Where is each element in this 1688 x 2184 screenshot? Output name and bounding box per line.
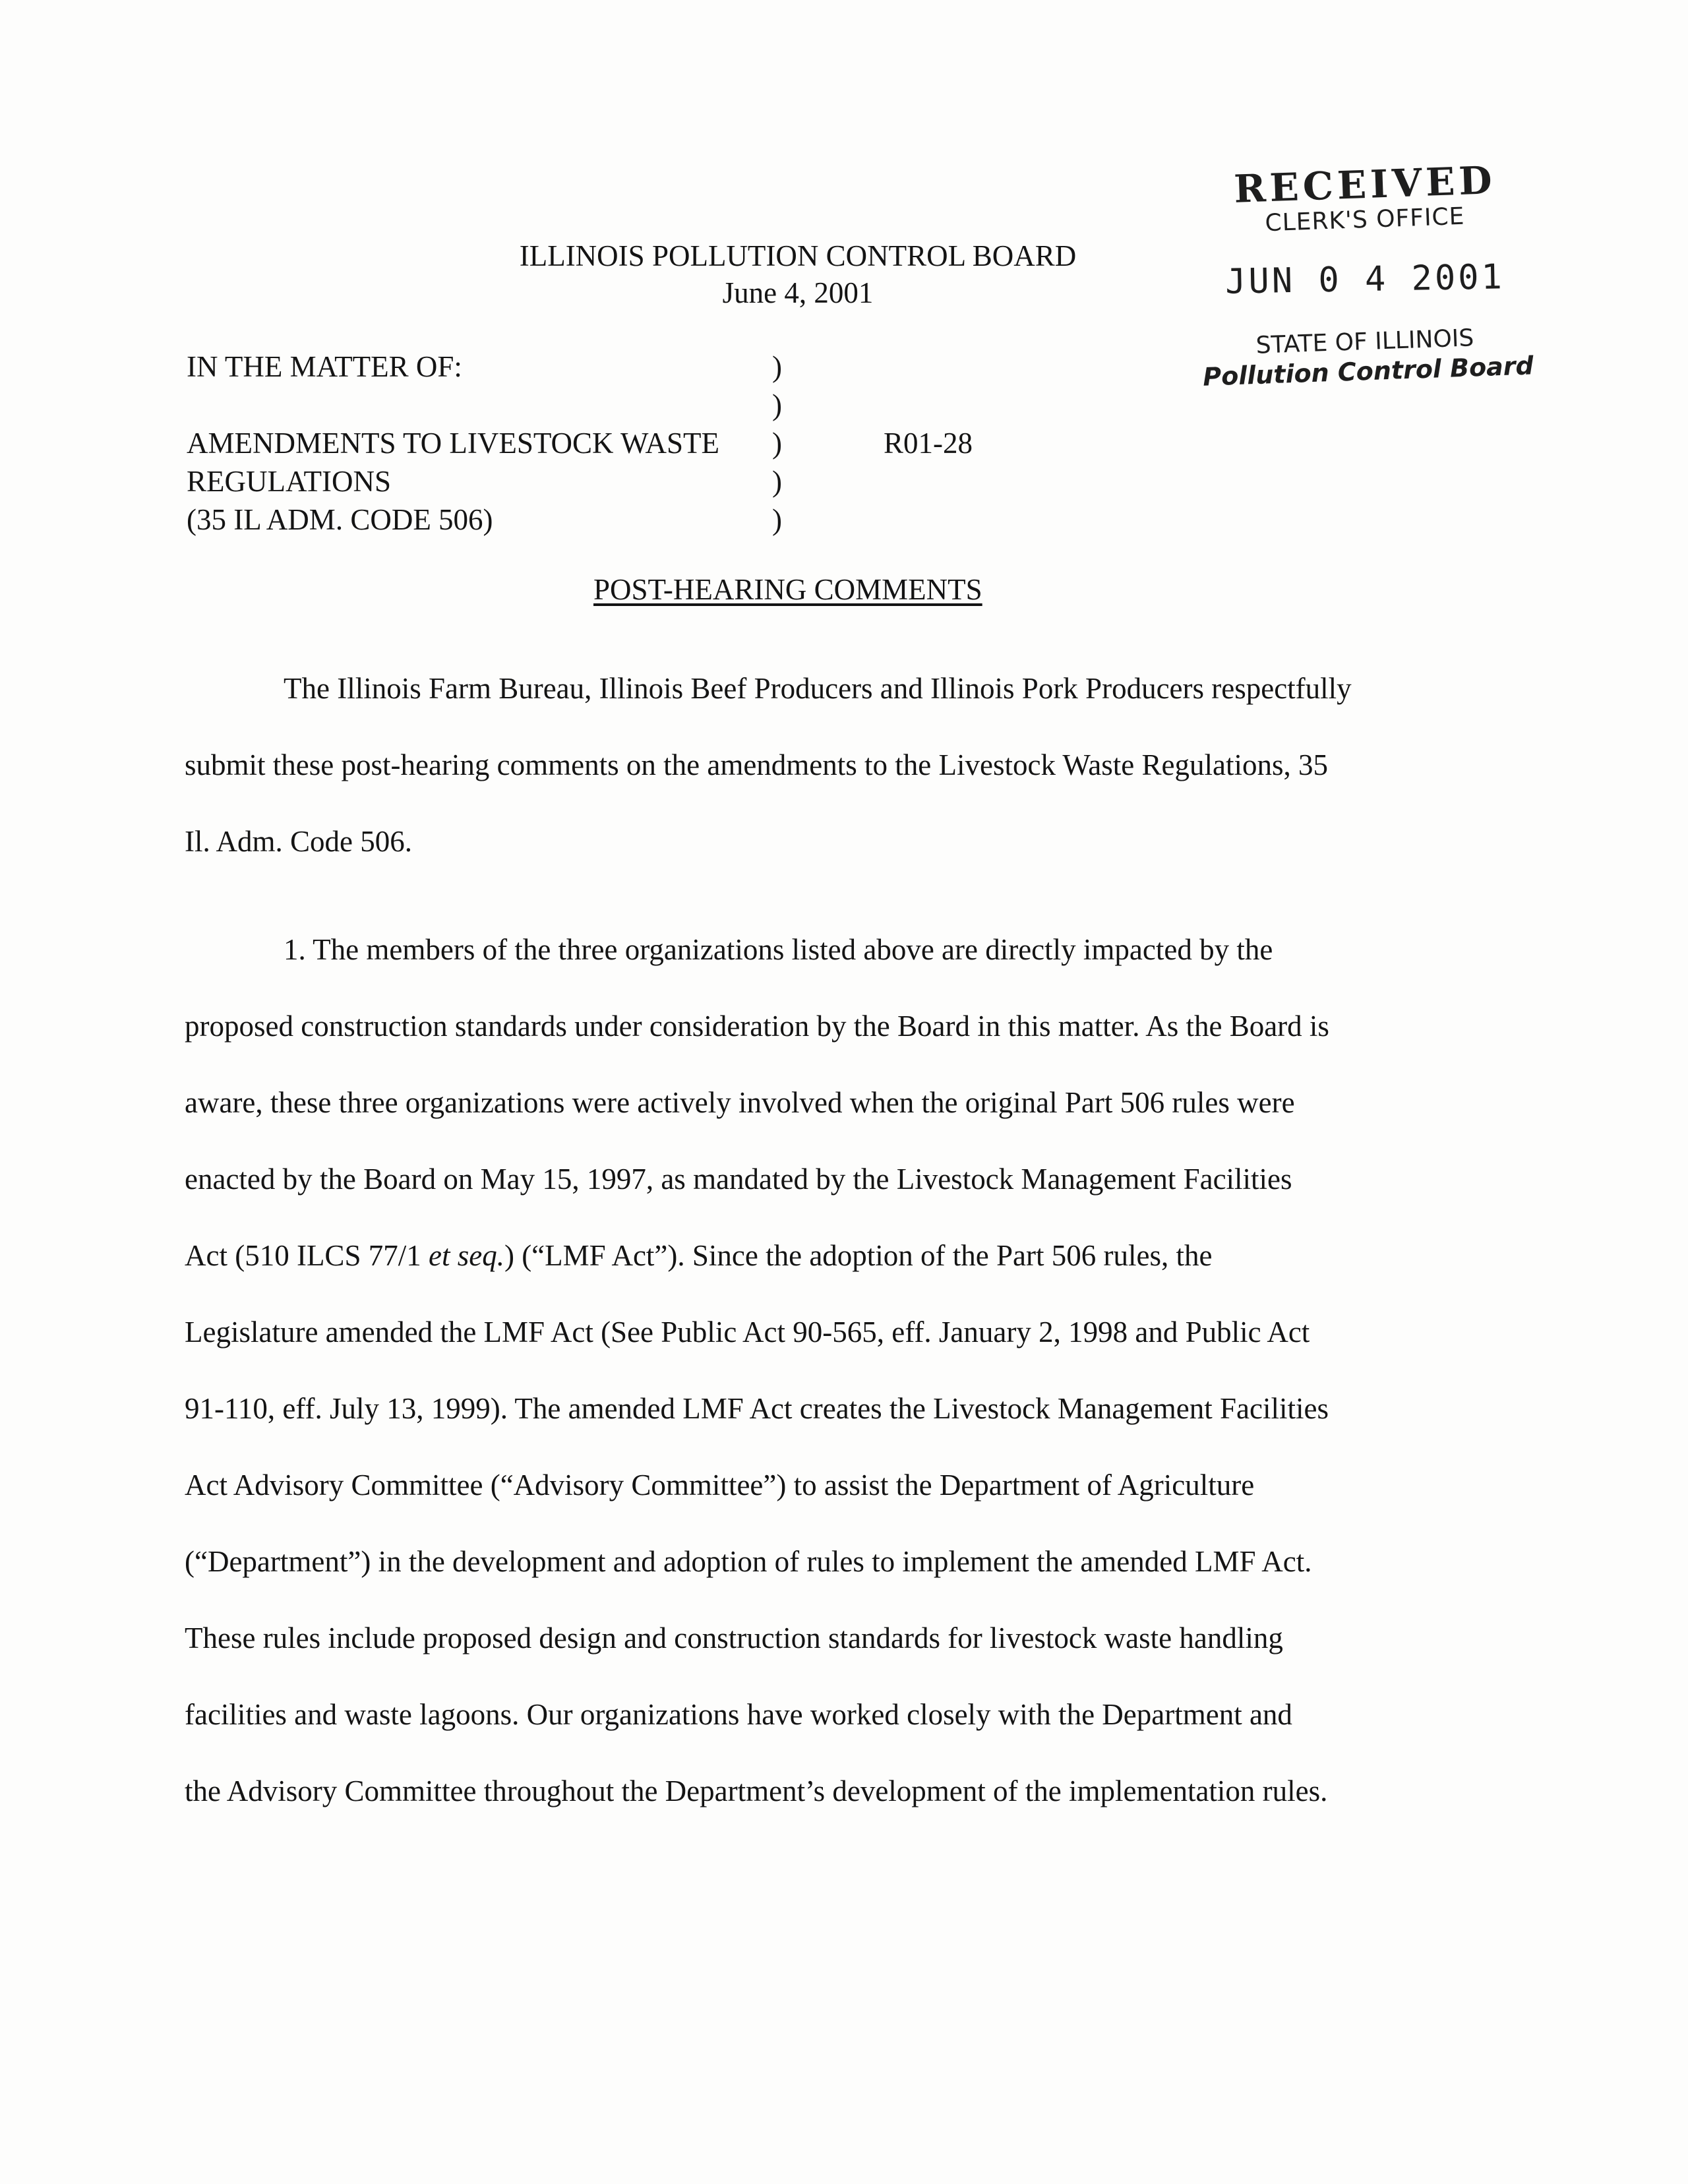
caption-amendments: AMENDMENTS TO LIVESTOCK WASTE [187, 427, 719, 460]
stamp-received: RECEIVED [1233, 158, 1497, 212]
text-line: proposed construction standards under consideration by the Board in this matter. As the Board is [185, 1010, 1329, 1043]
caption-paren: ) [772, 427, 782, 460]
stamp-state: STATE OF ILLINOIS [1255, 324, 1474, 359]
caption-paren: ) [772, 350, 782, 383]
text-line: (“Department”) in the development and adoption of rules to implement the amended LMF Act. [185, 1545, 1312, 1578]
text-line: These rules include proposed design and construction standards for livestock waste handling [185, 1622, 1283, 1654]
caption-paren: ) [772, 465, 782, 498]
et-seq-italic: et seq. [428, 1239, 504, 1272]
text-line: The Illinois Farm Bureau, Illinois Beef Producers and Illinois Pork Producers respectfully [284, 672, 1352, 705]
text-line: submit these post-hearing comments on the amendments to the Livestock Waste Regulations, 35 [185, 748, 1328, 781]
caption-code: (35 IL ADM. CODE 506) [187, 503, 493, 536]
text-line: enacted by the Board on May 15, 1997, as mandated by the Livestock Management Facilities [185, 1163, 1292, 1196]
text-line: Il. Adm. Code 506. [185, 825, 412, 858]
docket-number: R01-28 [884, 427, 973, 460]
caption-paren: ) [772, 388, 782, 421]
text-line: facilities and waste lagoons. Our organizations have worked closely with the Department and [185, 1698, 1292, 1731]
caption-matter: IN THE MATTER OF: [187, 350, 462, 383]
section-title: POST-HEARING COMMENTS [593, 573, 982, 606]
board-title: ILLINOIS POLLUTION CONTROL BOARD [519, 239, 1077, 272]
text-line: aware, these three organizations were actively involved when the original Part 506 rules were [185, 1086, 1295, 1119]
text-line: Act (510 ILCS 77/1 et seq.) (“LMF Act”). Since the adoption of the Part 506 rules, the [185, 1239, 1213, 1272]
stamp-date: JUN 0 4 2001 [1224, 257, 1505, 302]
intro-paragraph [185, 650, 1490, 880]
received-stamp [1180, 158, 1550, 392]
stamp-clerks-office: CLERK'S OFFICE [1264, 202, 1466, 237]
caption-paren: ) [772, 503, 782, 536]
text-line: Act Advisory Committee (“Advisory Committee”) to assist the Department of Agriculture [185, 1469, 1255, 1502]
paragraph-1 [185, 911, 1490, 1829]
caption-regulations: REGULATIONS [187, 465, 391, 498]
text-line: 91-110, eff. July 13, 1999). The amended LMF Act creates the Livestock Management Facilities [185, 1392, 1329, 1425]
text-line: Legislature amended the LMF Act (See Public Act 90-565, eff. January 2, 1998 and Public Act [185, 1316, 1310, 1349]
document-date: June 4, 2001 [722, 276, 874, 309]
text-line: 1. The members of the three organizations listed above are directly impacted by the [284, 933, 1273, 966]
text-line: the Advisory Committee throughout the Department’s development of the implementation rules. [185, 1774, 1328, 1807]
stamp-board: Pollution Control Board [1202, 351, 1534, 392]
document-heading [369, 237, 1226, 311]
